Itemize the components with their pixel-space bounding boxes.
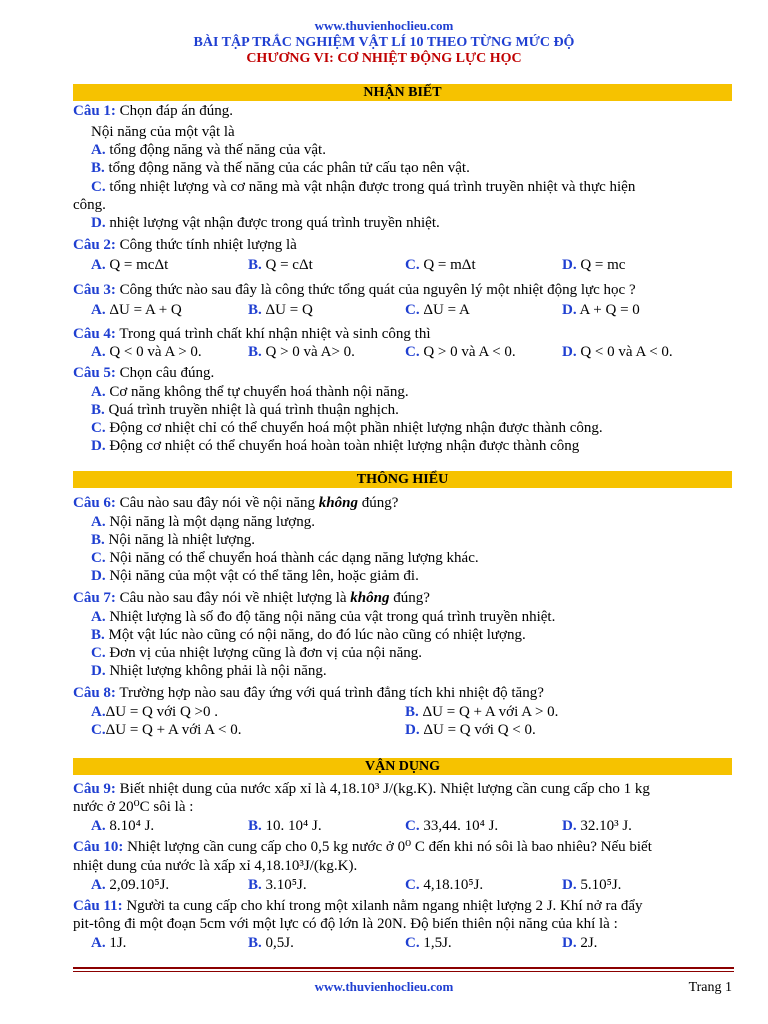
- question-text: Người ta cung cấp cho khí trong một xilanh nằm ngang nhiệt lượng 2 J. Khí nở ra đẩy: [126, 898, 643, 914]
- option-letter: C.: [91, 179, 106, 195]
- question-number: Câu 9:: [73, 781, 116, 797]
- option-letter: C.: [405, 818, 420, 834]
- question-text: Trường hợp nào sau đây ứng với quá trình đẳng tích khi nhiệt độ tăng?: [119, 685, 544, 701]
- option-a[interactable]: [91, 934, 126, 952]
- option-letter: A.: [91, 257, 106, 273]
- option-letter: C.: [405, 257, 420, 273]
- question-number: Câu 6:: [73, 495, 116, 511]
- formula: Q = mΔt: [423, 257, 476, 273]
- option-b[interactable]: [248, 343, 355, 361]
- footer-site-link[interactable]: www.thuvienhoclieu.com: [314, 979, 454, 994]
- question-number: Câu 8:: [73, 685, 116, 701]
- option-text: Động cơ nhiệt chỉ có thể chuyển hoá một phần nhiệt lượng nhận được thành công.: [109, 420, 603, 436]
- option-d[interactable]: [405, 721, 536, 739]
- question-text: Nhiệt lượng cần cung cấp cho 0,5 kg nước ở 0⁰ C đến khi nó sôi là bao nhiêu? Nếu biết: [127, 839, 652, 855]
- question-4: [73, 325, 733, 343]
- option-letter: C.: [91, 722, 106, 738]
- option-text: ΔU = Q với Q >0 .: [105, 704, 219, 720]
- option-text: Nội năng có thể chuyển hoá thành các dạng năng lượng khác.: [109, 550, 479, 566]
- option-text: ΔU = Q với Q < 0.: [423, 722, 536, 738]
- option-text: Nhiệt lượng là số đo độ tăng nội năng của vật trong quá trình truyền nhiệt.: [109, 609, 556, 625]
- formula: Q = cΔt: [265, 257, 313, 273]
- option-letter: D.: [405, 722, 420, 738]
- option-text: Đơn vị của nhiệt lượng cũng là đơn vị của nội năng.: [109, 645, 423, 661]
- option-c[interactable]: [405, 817, 498, 835]
- option-letter: B.: [91, 402, 105, 418]
- question-number: Câu 11:: [73, 898, 123, 914]
- option-text: Q > 0 và A> 0.: [265, 344, 355, 360]
- question-text: Biết nhiệt dung của nước xấp xỉ là 4,18.10³ J/(kg.K). Nhiệt lượng cần cung cấp cho 1 kg: [119, 781, 650, 797]
- question-3: [73, 281, 733, 299]
- option-letter: B.: [248, 818, 262, 834]
- option-text: tổng động năng và thế năng của vật.: [109, 142, 326, 158]
- option-text: Nội năng của một vật có thể tăng lên, hoặc giảm đi.: [109, 568, 419, 584]
- option-letter: A.: [91, 935, 106, 951]
- option-text: ΔU = Q + A với A > 0.: [422, 704, 559, 720]
- option-letter: A.: [91, 514, 106, 530]
- question-text: Câu nào sau đây nói về nhiệt lượng là: [119, 590, 351, 606]
- formula: Q = mc: [580, 257, 626, 273]
- option-text: nhiệt lượng vật nhận được trong quá trình truyền nhiệt.: [109, 215, 440, 231]
- option-text: 10. 10⁴ J.: [265, 818, 322, 834]
- option-c[interactable]: [405, 301, 470, 319]
- option-text: Một vật lúc nào cũng có nội năng, do đó lúc nào cũng có nhiệt lượng.: [108, 627, 526, 643]
- option-c[interactable]: [91, 419, 603, 437]
- option-letter: B.: [248, 344, 262, 360]
- question-text-continued: pit-tông đi một đoạn 5cm với một lực có độ lớn là 20N. Độ biến thiên nội năng của khí là :: [73, 916, 618, 932]
- option-c[interactable]: [91, 721, 242, 739]
- option-letter: C.: [91, 550, 106, 566]
- option-d[interactable]: [562, 817, 632, 835]
- option-text: Động cơ nhiệt có thể chuyển hoá hoàn toàn nhiệt lượng nhận được thành công: [109, 438, 580, 454]
- option-d[interactable]: [562, 876, 621, 894]
- question-8: [73, 684, 733, 702]
- option-text: 1J.: [109, 935, 127, 951]
- option-a[interactable]: [91, 703, 218, 721]
- question-1: [73, 102, 733, 120]
- option-d[interactable]: [562, 343, 673, 361]
- question-9: [73, 780, 733, 798]
- option-c[interactable]: [405, 256, 476, 274]
- option-a[interactable]: [91, 256, 168, 274]
- question-6: [73, 494, 733, 512]
- question-text-end: đúng?: [357, 495, 399, 511]
- question-text-continued: nước ở 20⁰C sôi là :: [73, 799, 194, 815]
- option-d[interactable]: [91, 437, 579, 455]
- option-letter: B.: [248, 257, 262, 273]
- option-text: 32.10³ J.: [580, 818, 632, 834]
- option-text: tổng động năng và thế năng của các phân tử cấu tạo nên vật.: [108, 160, 470, 176]
- formula: A + Q = 0: [579, 302, 640, 318]
- option-text: Cơ năng không thể tự chuyển hoá thành nội năng.: [109, 384, 409, 400]
- option-b[interactable]: [91, 401, 399, 419]
- page-number: Trang 1: [688, 980, 732, 995]
- option-b[interactable]: [91, 159, 470, 177]
- question-text: Công thức nào sau đây là công thức tổng quát của nguyên lý một nhiệt động lực học ?: [119, 282, 636, 298]
- option-letter: B.: [91, 160, 105, 176]
- question-number: Câu 1:: [73, 103, 116, 119]
- option-letter: D.: [562, 257, 577, 273]
- option-letter: B.: [248, 302, 262, 318]
- question-number: Câu 2:: [73, 237, 116, 253]
- option-c[interactable]: [91, 178, 635, 196]
- option-letter: C.: [91, 645, 106, 661]
- option-d[interactable]: [562, 934, 597, 952]
- option-text: 2,09.10⁵J.: [109, 877, 170, 893]
- option-letter: D.: [91, 215, 106, 231]
- option-letter: A.: [91, 704, 106, 720]
- option-letter: A.: [91, 818, 106, 834]
- option-d[interactable]: [562, 301, 640, 319]
- question-5: [73, 364, 733, 382]
- option-letter: D.: [562, 877, 577, 893]
- emphasis: không: [350, 590, 390, 606]
- section-header-van-dung: VẬN DỤNG: [73, 758, 732, 775]
- question-text: Chọn đáp án đúng.: [119, 103, 233, 119]
- option-letter: D.: [562, 344, 577, 360]
- option-text: Nội năng là nhiệt lượng.: [108, 532, 255, 548]
- option-d[interactable]: [562, 256, 625, 274]
- question-stem: Nội năng của một vật là: [91, 124, 235, 140]
- option-d[interactable]: [91, 214, 440, 232]
- option-b[interactable]: [248, 817, 322, 835]
- option-letter: A.: [91, 609, 106, 625]
- option-text: 8.10⁴ J.: [109, 818, 155, 834]
- option-c[interactable]: [405, 876, 483, 894]
- option-letter: A.: [91, 302, 106, 318]
- option-text: 3.10⁵J.: [265, 877, 307, 893]
- footer-rule: [73, 967, 734, 969]
- option-a[interactable]: [91, 513, 315, 531]
- section-header-nhan-biet: NHẬN BIẾT: [73, 84, 732, 101]
- option-letter: D.: [562, 935, 577, 951]
- formula: ΔU = A + Q: [109, 302, 182, 318]
- option-text: tổng nhiệt lượng và cơ năng mà vật nhận được trong quá trình truyền nhiệt và thực hiện: [109, 179, 636, 195]
- option-c[interactable]: [91, 549, 479, 567]
- option-text: 5.10⁵J.: [580, 877, 622, 893]
- option-text: Q < 0 và A > 0.: [109, 344, 202, 360]
- option-letter: C.: [405, 935, 420, 951]
- option-letter: B.: [248, 935, 262, 951]
- option-c[interactable]: [405, 934, 452, 952]
- option-letter: D.: [562, 818, 577, 834]
- option-letter: A.: [91, 142, 106, 158]
- option-letter: B.: [91, 627, 105, 643]
- site-link[interactable]: www.thuvienhoclieu.com: [314, 18, 454, 33]
- option-a[interactable]: [91, 301, 182, 319]
- option-letter: C.: [405, 344, 420, 360]
- question-text: Chọn câu đúng.: [119, 365, 215, 381]
- option-letter: A.: [91, 877, 106, 893]
- option-letter: C.: [405, 302, 420, 318]
- option-c[interactable]: [405, 343, 516, 361]
- option-b[interactable]: [248, 876, 307, 894]
- option-letter: B.: [248, 877, 262, 893]
- option-letter: D.: [91, 438, 106, 454]
- question-number: Câu 4:: [73, 326, 116, 342]
- question-number: Câu 3:: [73, 282, 116, 298]
- option-letter: B.: [405, 704, 419, 720]
- question-text-end: đúng?: [389, 590, 430, 606]
- option-a[interactable]: [91, 608, 555, 626]
- option-letter: C.: [91, 420, 106, 436]
- formula: Q = mcΔt: [109, 257, 169, 273]
- option-a[interactable]: [91, 383, 409, 401]
- option-text: 33,44. 10⁴ J.: [423, 818, 499, 834]
- option-text: 1,5J.: [423, 935, 452, 951]
- option-text: 0,5J.: [265, 935, 294, 951]
- option-a[interactable]: [91, 343, 202, 361]
- option-text: Nhiệt lượng không phải là nội năng.: [109, 663, 327, 679]
- option-d[interactable]: [91, 567, 419, 585]
- option-a[interactable]: [91, 876, 169, 894]
- option-letter: D.: [91, 663, 106, 679]
- question-number: Câu 5:: [73, 365, 116, 381]
- option-text: ΔU = Q + A với A < 0.: [105, 722, 242, 738]
- option-letter: B.: [91, 532, 105, 548]
- question-2: [73, 236, 733, 254]
- footer-rule-thin: [73, 971, 734, 972]
- option-c-continued: công.: [73, 197, 106, 213]
- option-text: Quá trình truyền nhiệt là quá trình thuận nghịch.: [108, 402, 399, 418]
- option-letter: A.: [91, 384, 106, 400]
- option-letter: D.: [562, 302, 577, 318]
- question-text: Công thức tính nhiệt lượng là: [119, 237, 297, 253]
- question-number: Câu 7:: [73, 590, 116, 606]
- option-letter: C.: [405, 877, 420, 893]
- option-b[interactable]: [91, 531, 255, 549]
- option-b[interactable]: [248, 256, 313, 274]
- option-text: Q < 0 và A < 0.: [580, 344, 673, 360]
- question-text: Câu nào sau đây nói về nội năng: [119, 495, 319, 511]
- option-d[interactable]: [91, 662, 327, 680]
- option-text: Q > 0 và A < 0.: [423, 344, 516, 360]
- option-text: 2J.: [580, 935, 598, 951]
- question-text: Trong quá trình chất khí nhận nhiệt và sinh công thì: [119, 326, 431, 342]
- emphasis: không: [318, 495, 358, 511]
- formula: ΔU = A: [423, 302, 470, 318]
- option-c[interactable]: [91, 644, 422, 662]
- question-number: Câu 10:: [73, 839, 124, 855]
- option-b[interactable]: [248, 301, 313, 319]
- option-letter: D.: [91, 568, 106, 584]
- formula: ΔU = Q: [265, 302, 313, 318]
- question-7: [73, 589, 733, 607]
- document-title: BÀI TẬP TRẮC NGHIỆM VẬT LÍ 10 THEO TỪNG MỨC ĐỘ: [193, 35, 575, 50]
- question-11: [73, 897, 733, 915]
- option-text: 4,18.10⁵J.: [423, 877, 484, 893]
- chapter-title: CHƯƠNG VI: CƠ NHIỆT ĐỘNG LỰC HỌC: [246, 51, 522, 66]
- option-a[interactable]: [91, 141, 326, 159]
- question-text-continued: nhiệt dung của nước là xấp xỉ 4,18.10³J/(kg.K).: [73, 858, 358, 874]
- option-letter: A.: [91, 344, 106, 360]
- option-a[interactable]: [91, 817, 154, 835]
- option-b[interactable]: [91, 626, 526, 644]
- option-b[interactable]: [248, 934, 294, 952]
- option-b[interactable]: [405, 703, 558, 721]
- option-text: Nội năng là một dạng năng lượng.: [109, 514, 315, 530]
- section-header-thong-hieu: THÔNG HIỂU: [73, 471, 732, 488]
- question-10: [73, 838, 733, 856]
